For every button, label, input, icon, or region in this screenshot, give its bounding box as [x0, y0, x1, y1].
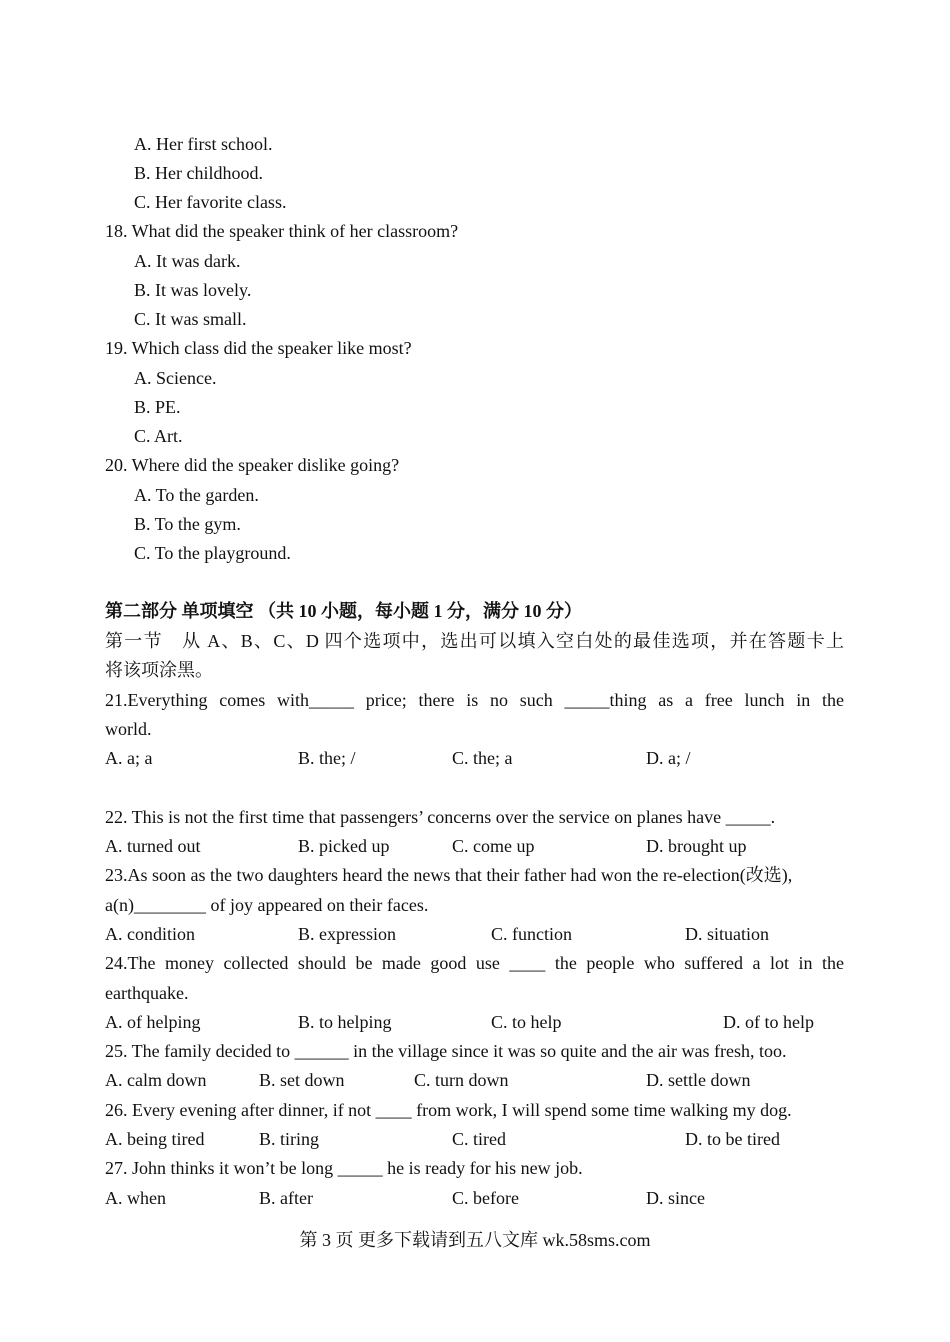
q27-option-c: C. before: [452, 1188, 519, 1208]
q18-option-b: B. It was lovely.: [134, 280, 252, 300]
q17-option-b: B. Her childhood.: [134, 163, 263, 183]
q23-question-line2: a(n)________ of joy appeared on their faces.: [105, 895, 429, 915]
q25-option-a: A. calm down: [105, 1070, 207, 1090]
q25-option-c: C. turn down: [414, 1070, 509, 1090]
q26-option-d: D. to be tired: [685, 1129, 780, 1149]
q25-question: 25. The family decided to ______ in the village since it was so quite and the air was fresh, too.: [105, 1041, 787, 1061]
q19-option-b: B. PE.: [134, 397, 181, 417]
q19-option-a: A. Science.: [134, 368, 217, 388]
q23-question-line1: 23.As soon as the two daughters heard the news that their father had won the re-election(改选),: [105, 865, 793, 885]
q17-option-a: A. Her first school.: [134, 134, 273, 154]
q27-question: 27. John thinks it won’t be long _____ he is ready for his new job.: [105, 1158, 583, 1178]
q19-option-c: C. Art.: [134, 426, 183, 446]
q24-question-line2: earthquake.: [105, 983, 189, 1003]
q21-option-a: A. a; a: [105, 748, 153, 768]
q18-option-c: C. It was small.: [134, 309, 247, 329]
q26-option-a: A. being tired: [105, 1129, 205, 1149]
q27-option-b: B. after: [259, 1188, 313, 1208]
q22-option-d: D. brought up: [646, 836, 747, 856]
q26-option-b: B. tiring: [259, 1129, 320, 1149]
part2-instruction-line1: 第一节 从 A、B、C、D 四个选项中，选出可以填入空白处的最佳选项，并在答题卡上: [105, 631, 844, 651]
page-footer: 第 3 页 更多下载请到五八文库 wk.58sms.com: [299, 1230, 651, 1250]
q22-option-c: C. come up: [452, 836, 535, 856]
q21-option-c: C. the; a: [452, 748, 513, 768]
q21-option-b: B. the; /: [298, 748, 356, 768]
q18-question: 18. What did the speaker think of her classroom?: [105, 221, 459, 241]
q27-option-a: A. when: [105, 1188, 166, 1208]
q26-option-c: C. tired: [452, 1129, 506, 1149]
part2-heading: 第二部分 单项填空 （共 10 小题，每小题 1 分，满分 10 分）: [105, 601, 582, 621]
q21-question-line2: world.: [105, 719, 152, 739]
q23-option-b: B. expression: [298, 924, 396, 944]
q23-option-d: D. situation: [685, 924, 769, 944]
q25-option-b: B. set down: [259, 1070, 345, 1090]
q21-option-d: D. a; /: [646, 748, 691, 768]
part2-instruction-line2: 将该项涂黑。: [105, 660, 213, 680]
q18-option-a: A. It was dark.: [134, 251, 241, 271]
q20-option-c: C. To the playground.: [134, 543, 291, 563]
q19-question: 19. Which class did the speaker like most?: [105, 338, 412, 358]
q24-option-a: A. of helping: [105, 1012, 201, 1032]
q20-option-a: A. To the garden.: [134, 485, 259, 505]
q24-option-c: C. to help: [491, 1012, 562, 1032]
q21-question-line1: 21.Everything comes with_____ price; there is no such _____thing as a free lunch in the: [105, 690, 844, 710]
q22-question: 22. This is not the first time that passengers’ concerns over the service on planes have _____.: [105, 807, 776, 827]
q23-option-c: C. function: [491, 924, 572, 944]
q24-question-line1: 24.The money collected should be made good use ____ the people who suffered a lot in the: [105, 953, 844, 973]
q20-option-b: B. To the gym.: [134, 514, 241, 534]
q23-option-a: A. condition: [105, 924, 195, 944]
q24-option-d: D. of to help: [723, 1012, 814, 1032]
q25-option-d: D. settle down: [646, 1070, 751, 1090]
q26-question: 26. Every evening after dinner, if not ____ from work, I will spend some time walking my dog.: [105, 1100, 792, 1120]
q22-option-b: B. picked up: [298, 836, 390, 856]
q20-question: 20. Where did the speaker dislike going?: [105, 455, 400, 475]
q24-option-b: B. to helping: [298, 1012, 392, 1032]
q27-option-d: D. since: [646, 1188, 705, 1208]
q22-option-a: A. turned out: [105, 836, 201, 856]
q17-option-c: C. Her favorite class.: [134, 192, 287, 212]
